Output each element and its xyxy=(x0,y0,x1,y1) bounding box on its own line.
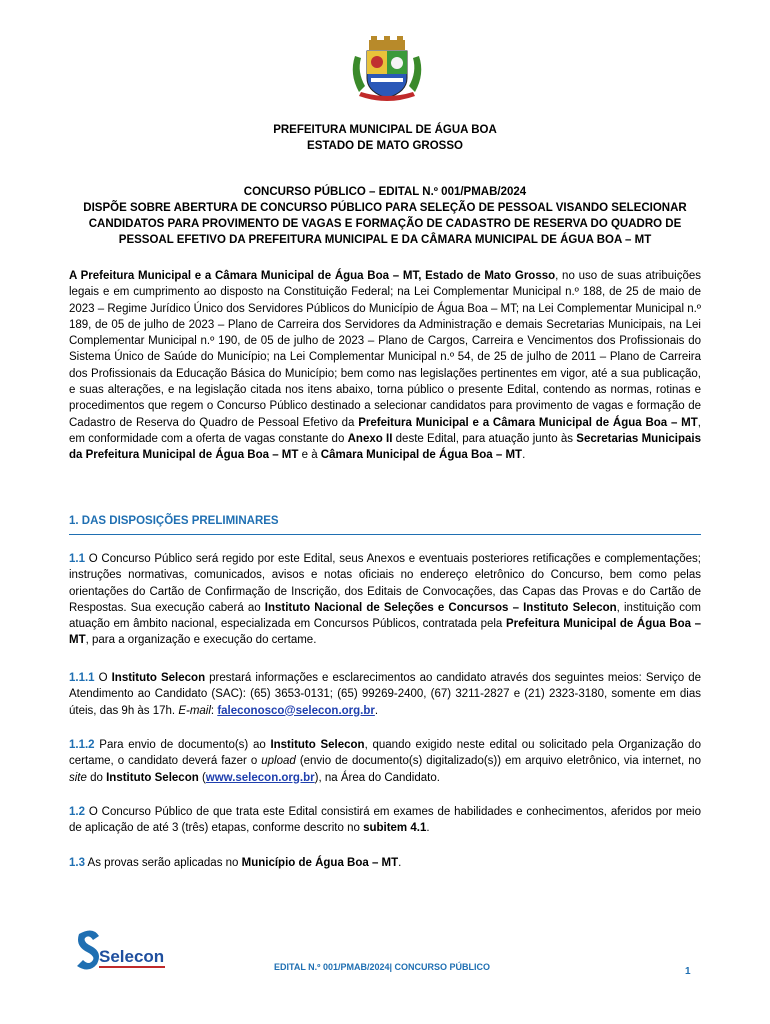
p112-bold-1: Instituto Selecon xyxy=(270,739,365,751)
p111-italic-1: E-mail xyxy=(178,704,211,717)
p111-text-1: O xyxy=(94,672,112,684)
p112-bold-2: Instituto Selecon xyxy=(106,771,199,784)
edital-title: CONCURSO PÚBLICO – EDITAL N.º 001/PMAB/2024 xyxy=(243,186,527,198)
intro-bold-5: Câmara Municipal de Água Boa – MT xyxy=(320,449,523,462)
p12-bold-1: subitem 4.1 xyxy=(363,822,427,835)
intro-paragraph xyxy=(69,268,701,464)
p111-text-2: prestará informações e esclarecimentos ao candidato através dos seguintes meios: Serviço de Atendimento ao Candidato (SAC): (65) 3653-0131; (65) 99269-2400, (67) 3211-2827 e (21) 2323-3180, somente em dias úteis, das 9h às 17h. xyxy=(69,672,702,717)
p112-text-6: ), na Área do Candidato. xyxy=(314,771,440,784)
issuer-line-2: ESTADO DE MATO GROSSO xyxy=(307,140,463,152)
municipal-coat-of-arms xyxy=(345,34,429,104)
p112-text-1: Para envio de documento(s) ao xyxy=(94,739,271,751)
section-divider xyxy=(69,534,701,535)
intro-text-3: deste Edital, para atuação junto às xyxy=(392,432,577,445)
issuer-header xyxy=(60,122,710,154)
p111-bold-1: Instituto Selecon xyxy=(111,672,206,684)
p112-text-3: (envio de documento(s) digitalizado(s)) em arquivo eletrônico, via internet, no xyxy=(295,755,701,768)
item-number: 1.2 xyxy=(69,806,85,818)
p112-text-4: do xyxy=(86,771,107,784)
p12-text-2: . xyxy=(426,822,430,835)
intro-text-4: e à xyxy=(298,449,321,462)
paragraph-1-3 xyxy=(69,855,701,871)
intro-bold-2: Prefeitura Municipal e a Câmara Municipal de Água Boa – MT xyxy=(358,416,698,429)
edital-heading xyxy=(60,184,710,248)
paragraph-1-2 xyxy=(69,804,701,837)
p12-text-1: O Concurso Público de que trata este Edital consistirá em exames de habilidades e conhecimentos, aferidos por meio de aplicação de até 3 (três) etapas, conforme descrito no xyxy=(69,806,701,835)
p13-bold-1: Município de Água Boa – MT xyxy=(241,857,399,869)
edital-subtitle-2: CANDIDATOS PARA PROVIMENTO DE VAGAS E FORMAÇÃO DE CADASTRO DE RESERVA DO QUADRO DE xyxy=(88,218,682,230)
item-number: 1.3 xyxy=(69,857,85,869)
item-number: 1.1 xyxy=(69,553,85,565)
p11-bold-1: Instituto Nacional de Seleções e Concursos – Instituto Selecon xyxy=(264,601,617,614)
issuer-line-1: PREFEITURA MUNICIPAL DE ÁGUA BOA xyxy=(273,124,497,136)
sac-email-link[interactable]: faleconosco@selecon.org.br xyxy=(217,704,375,717)
p112-text-2: , quando exigido neste edital ou solicitado pela Organização do certame, o candidato deverá fazer o xyxy=(69,739,701,768)
p111-text-4: . xyxy=(374,704,379,717)
item-number: 1.1.1 xyxy=(69,672,95,684)
p13-text-1: As provas serão aplicadas no xyxy=(85,857,242,869)
selecon-site-link[interactable]: www.selecon.org.br xyxy=(205,771,315,784)
intro-text-5: . xyxy=(522,449,526,462)
paragraph-1-1 xyxy=(69,551,701,649)
intro-bold-3: Anexo II xyxy=(347,432,393,445)
intro-text-1: , no uso de suas atribuições legais e em cumprimento ao disposto na Constituição Federal; na Lei Complementar Municipal n.º 188, de 25 de maio de 2023 – Regime Jurídico Único dos Servidores Públicos do Município de Água Boa – MT; na Lei Complementar Municipal n.º 189, de 05 de julho de 2023 – Plano de Carreira dos Servidores da Administração e demais Secretarias Municipais, na Lei Complementar Municipal n.º 190, de 05 de julho de 2023 – Plano de Cargos, Carreira e Vencimentos dos Profissionais do Sistema Único de Saúde do Município; na Lei Complementar Municipal n.º 54, de 25 de julho de 2011 – Plano de Carreira dos Profissionais da Educação Básica do Município; bem como nas legislações pertinentes em vigor, até a sua publicação, e suas alterações, e na legislação citada nos itens abaixo, torna público o presente Edital, contendo as normas, rotinas e procedimentos que regem o Concurso Público destinado a selecionar candidatos para provimento de vagas e formação de Cadastro de Reserva do Quadro de Pessoal Efetivo da xyxy=(69,270,701,429)
p11-text-1: O Concurso Público será regido por este Edital, seus Anexos e eventuais posteriores retificações e complementações; instruções normativas, comunicados, avisos e notas oficiais no endereço eletrônico do Concurso, bem como pelas orientações do Cartão de Confirmação de Inscrição, dos Editais de Convocações, das Capas das Provas e do Cartão de Respostas. Sua execução caberá ao xyxy=(69,553,701,614)
selecon-logo xyxy=(75,928,175,974)
p11-text-3: , para a organização e execução do certame. xyxy=(85,634,317,647)
intro-bold-1: A Prefeitura Municipal e a Câmara Municipal de Água Boa – MT, Estado de Mato Grosso xyxy=(69,270,556,282)
p112-italic-2: site xyxy=(69,771,87,784)
intro-text-2: , em conformidade com a oferta de vagas constante do xyxy=(69,416,701,445)
item-number: 1.1.2 xyxy=(69,739,95,751)
p112-text-5: ( xyxy=(198,771,206,784)
p111-text-3: : xyxy=(210,704,218,717)
p11-text-2: , instituição com atuação em âmbito nacional, especializada em Concursos Públicos, contratada pela xyxy=(69,601,701,631)
footer-document-id: EDITAL N.º 001/PMAB/2024| CONCURSO PÚBLICO xyxy=(274,962,491,972)
paragraph-1-1-2 xyxy=(69,737,701,786)
edital-subtitle-3: PESSOAL EFETIVO DA PREFEITURA MUNICIPAL E DA CÂMARA MUNICIPAL DE ÁGUA BOA – MT xyxy=(118,234,652,246)
logo-wordmark: Selecon xyxy=(99,947,165,966)
p112-italic-1: upload xyxy=(261,755,296,768)
intro-bold-4: Secretarias Municipais da Prefeitura Municipal de Água Boa – MT xyxy=(69,432,701,462)
p11-bold-2: Prefeitura Municipal de Água Boa – MT xyxy=(69,618,702,647)
paragraph-1-1-1 xyxy=(69,670,701,719)
page-number: 1 xyxy=(685,966,691,977)
edital-subtitle-1: DISPÕE SOBRE ABERTURA DE CONCURSO PÚBLICO PARA SELEÇÃO DE PESSOAL VISANDO SELECIONAR xyxy=(83,202,687,214)
section-1-title: 1. DAS DISPOSIÇÕES PRELIMINARES xyxy=(69,515,279,527)
p13-text-2: . xyxy=(398,857,402,869)
